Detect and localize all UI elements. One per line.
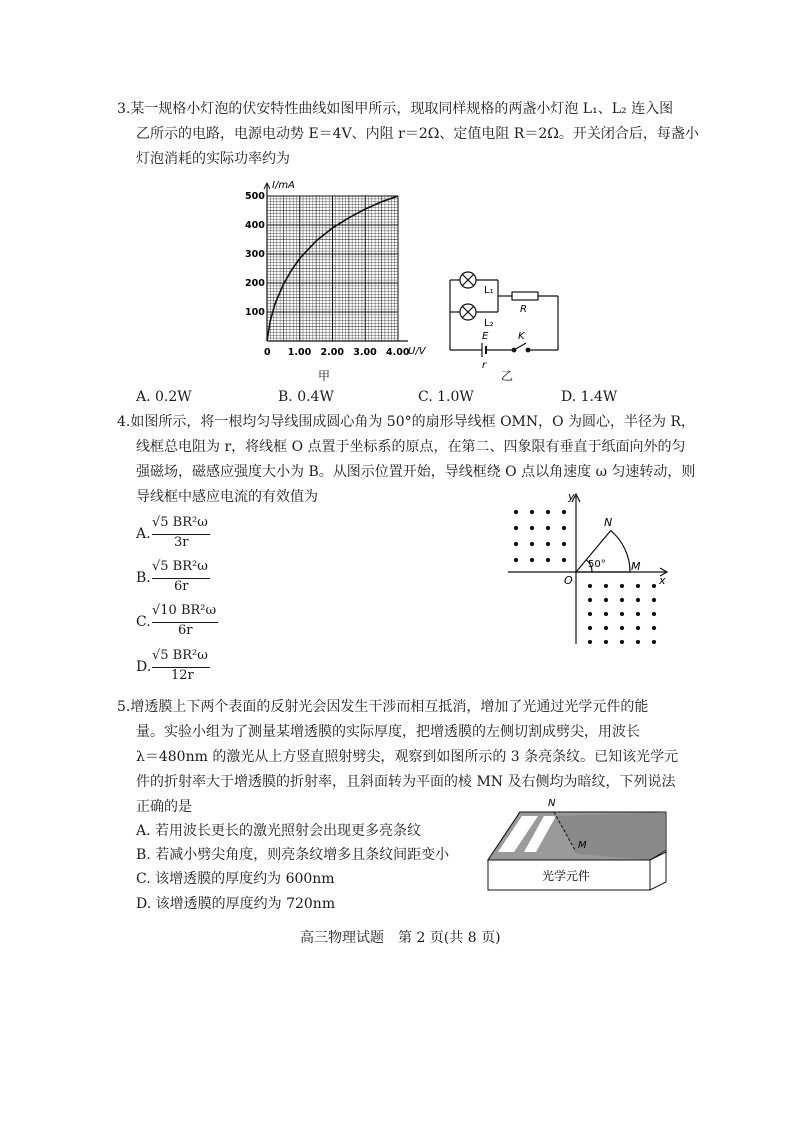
field-dot xyxy=(588,626,592,630)
q3-option-c: C. 1.0W xyxy=(418,389,474,405)
field-dot xyxy=(652,640,656,644)
field-dots-quadrant-2 xyxy=(514,510,566,562)
q5-option-a: A. 若用波长更长的激光照射会出现更多亮条纹 xyxy=(136,823,422,839)
q4-option-a-den: 3r xyxy=(174,535,189,550)
q5-line-3: λ＝480nm 的激光从上方竖直照射劈尖，观察到如图所示的 3 条亮条纹。已知该光学元 xyxy=(136,749,679,765)
chart-ylabel: I/mA xyxy=(272,180,295,191)
field-dot xyxy=(620,612,624,616)
y-tick-label: 400 xyxy=(245,220,265,231)
field-dot xyxy=(562,542,566,546)
field-dot xyxy=(588,598,592,602)
field-dot xyxy=(652,584,656,588)
label-R: R xyxy=(520,304,527,315)
field-dot xyxy=(530,558,534,562)
field-dot xyxy=(514,542,518,546)
field-dot xyxy=(546,558,550,562)
label-angle: 50° xyxy=(588,559,606,570)
q4-option-c-letter: C. xyxy=(136,614,151,630)
label-L2: L₂ xyxy=(484,318,494,329)
q5-option-b: B. 若减小劈尖角度，则亮条纹增多且条纹间距变小 xyxy=(136,847,450,863)
q4-option-d-letter: D. xyxy=(136,659,152,675)
label-N: N xyxy=(548,798,556,809)
field-dot xyxy=(604,640,608,644)
y-tick-label: 500 xyxy=(245,191,265,202)
magnetic-field-figure xyxy=(500,488,680,648)
fig-yi-caption: 乙 xyxy=(501,369,514,383)
resistor-icon xyxy=(512,292,538,300)
label-L1: L₁ xyxy=(484,285,494,296)
label-N: N xyxy=(604,516,613,529)
label-E: E xyxy=(482,331,489,342)
label-O: O xyxy=(564,574,573,587)
field-dot xyxy=(604,626,608,630)
circuit-diagram xyxy=(440,270,590,380)
q4-line-1: 4.如图所示，将一根均匀导线围成圆心角为 50°的扇形导线框 OMN，O 为圆心，半径为 R， xyxy=(117,414,696,430)
x-tick-label: 2.00 xyxy=(320,347,344,358)
q4-option-b-den: 6r xyxy=(174,579,189,594)
field-dot xyxy=(588,640,592,644)
field-dot xyxy=(636,626,640,630)
label-M: M xyxy=(631,560,641,573)
x-tick-label: 1.00 xyxy=(287,347,312,358)
field-dot xyxy=(636,640,640,644)
q3-line-1: 3.某一规格小灯泡的伏安特性曲线如图甲所示，现取同样规格的两盏小灯泡 L₁、L₂ 连入图 xyxy=(117,101,674,117)
q3-option-b: B. 0.4W xyxy=(278,389,334,405)
label-y: y xyxy=(568,490,575,503)
field-dot xyxy=(562,510,566,514)
wedge-film-figure xyxy=(484,796,670,898)
chart-ticks xyxy=(245,191,410,358)
q4-option-a-letter: A. xyxy=(136,526,151,542)
q5-option-d: D. 该增透膜的厚度约为 720nm xyxy=(136,896,336,912)
field-dot xyxy=(636,612,640,616)
field-dot xyxy=(604,584,608,588)
field-dot xyxy=(514,558,518,562)
q5-line-5: 正确的是 xyxy=(136,799,192,815)
field-dot xyxy=(514,510,518,514)
label-K: K xyxy=(518,331,525,342)
q4-option-b-num: √5 BR²ω xyxy=(152,559,208,574)
y-tick-label: 300 xyxy=(245,249,265,260)
label-optical-element: 光学元件 xyxy=(542,869,591,883)
q5-line-4: 件的折射率大于增透膜的折射率，且斜面转为平面的棱 MN 及右侧均为暗纹，下列说法 xyxy=(136,774,676,790)
q3-option-a: A. 0.2W xyxy=(136,389,192,405)
q3-option-d: D. 1.4W xyxy=(561,389,618,405)
label-M: M xyxy=(578,840,587,851)
q3-line-3: 灯泡消耗的实际功率约为 xyxy=(136,151,290,167)
field-dot xyxy=(652,612,656,616)
q4-option-b-letter: B. xyxy=(136,570,151,586)
y-tick-label: 200 xyxy=(245,278,265,289)
field-dot xyxy=(620,598,624,602)
chart-xlabel: U/V xyxy=(408,346,426,357)
q5-option-c: C. 该增透膜的厚度约为 600nm xyxy=(136,871,335,887)
q3-line-2: 乙所示的电路，电源电动势 E＝4V、内阻 r＝2Ω、定值电阻 R＝2Ω。开关闭合后，每盏小 xyxy=(136,126,699,142)
q4-option-c-den: 6r xyxy=(178,623,193,638)
field-dot xyxy=(546,510,550,514)
field-dot xyxy=(636,584,640,588)
field-dot xyxy=(562,558,566,562)
x-tick-label: 0 xyxy=(264,347,271,358)
q5-line-2: 量。实验小组为了测量某增透膜的实际厚度，把增透膜的左侧切割成劈尖，用波长 xyxy=(136,724,640,740)
q4-option-a-num: √5 BR²ω xyxy=(152,515,208,530)
label-r: r xyxy=(482,360,487,371)
field-dot xyxy=(620,626,624,630)
field-dot xyxy=(530,542,534,546)
field-dot xyxy=(546,526,550,530)
x-tick-label: 4.00 xyxy=(386,347,410,358)
switch-icon xyxy=(514,343,526,350)
q4-option-d-num: √5 BR²ω xyxy=(152,648,208,663)
field-dot xyxy=(514,526,518,530)
field-dot xyxy=(562,526,566,530)
field-dot xyxy=(620,584,624,588)
field-dot xyxy=(588,612,592,616)
x-tick-label: 3.00 xyxy=(353,347,377,358)
q4-line-3: 强磁场，磁感应强度大小为 B。从图示位置开始，导线框绕 O 点以角速度 ω 匀速转动，则 xyxy=(136,464,696,480)
q4-line-2: 线框总电阻为 r，将线框 O 点置于坐标系的原点，在第二、四象限有垂直于纸面向外的匀 xyxy=(136,439,686,455)
iu-chart xyxy=(236,176,426,376)
field-dot xyxy=(652,598,656,602)
field-dot xyxy=(620,640,624,644)
chart-axes xyxy=(264,183,408,341)
field-dot xyxy=(530,526,534,530)
q4-line-4: 导线框中感应电流的有效值为 xyxy=(136,489,318,505)
fig-jia-caption: 甲 xyxy=(318,369,331,383)
label-x: x xyxy=(659,574,666,587)
field-dot xyxy=(604,612,608,616)
q4-option-c-num: √10 BR²ω xyxy=(152,603,217,618)
field-dots-quadrant-4 xyxy=(588,584,656,644)
field-dot xyxy=(652,626,656,630)
field-dot xyxy=(588,584,592,588)
q5-line-1: 5.增透膜上下两个表面的反射光会因发生干涉而相互抵消，增加了光通过光学元件的能 xyxy=(117,699,649,715)
field-dot xyxy=(636,598,640,602)
field-dot xyxy=(604,598,608,602)
q4-option-d-den: 12r xyxy=(171,668,194,683)
field-dot xyxy=(530,510,534,514)
y-tick-label: 100 xyxy=(245,307,265,318)
page-footer: 高三物理试题 第 2 页(共 8 页) xyxy=(300,930,501,946)
field-dot xyxy=(546,542,550,546)
